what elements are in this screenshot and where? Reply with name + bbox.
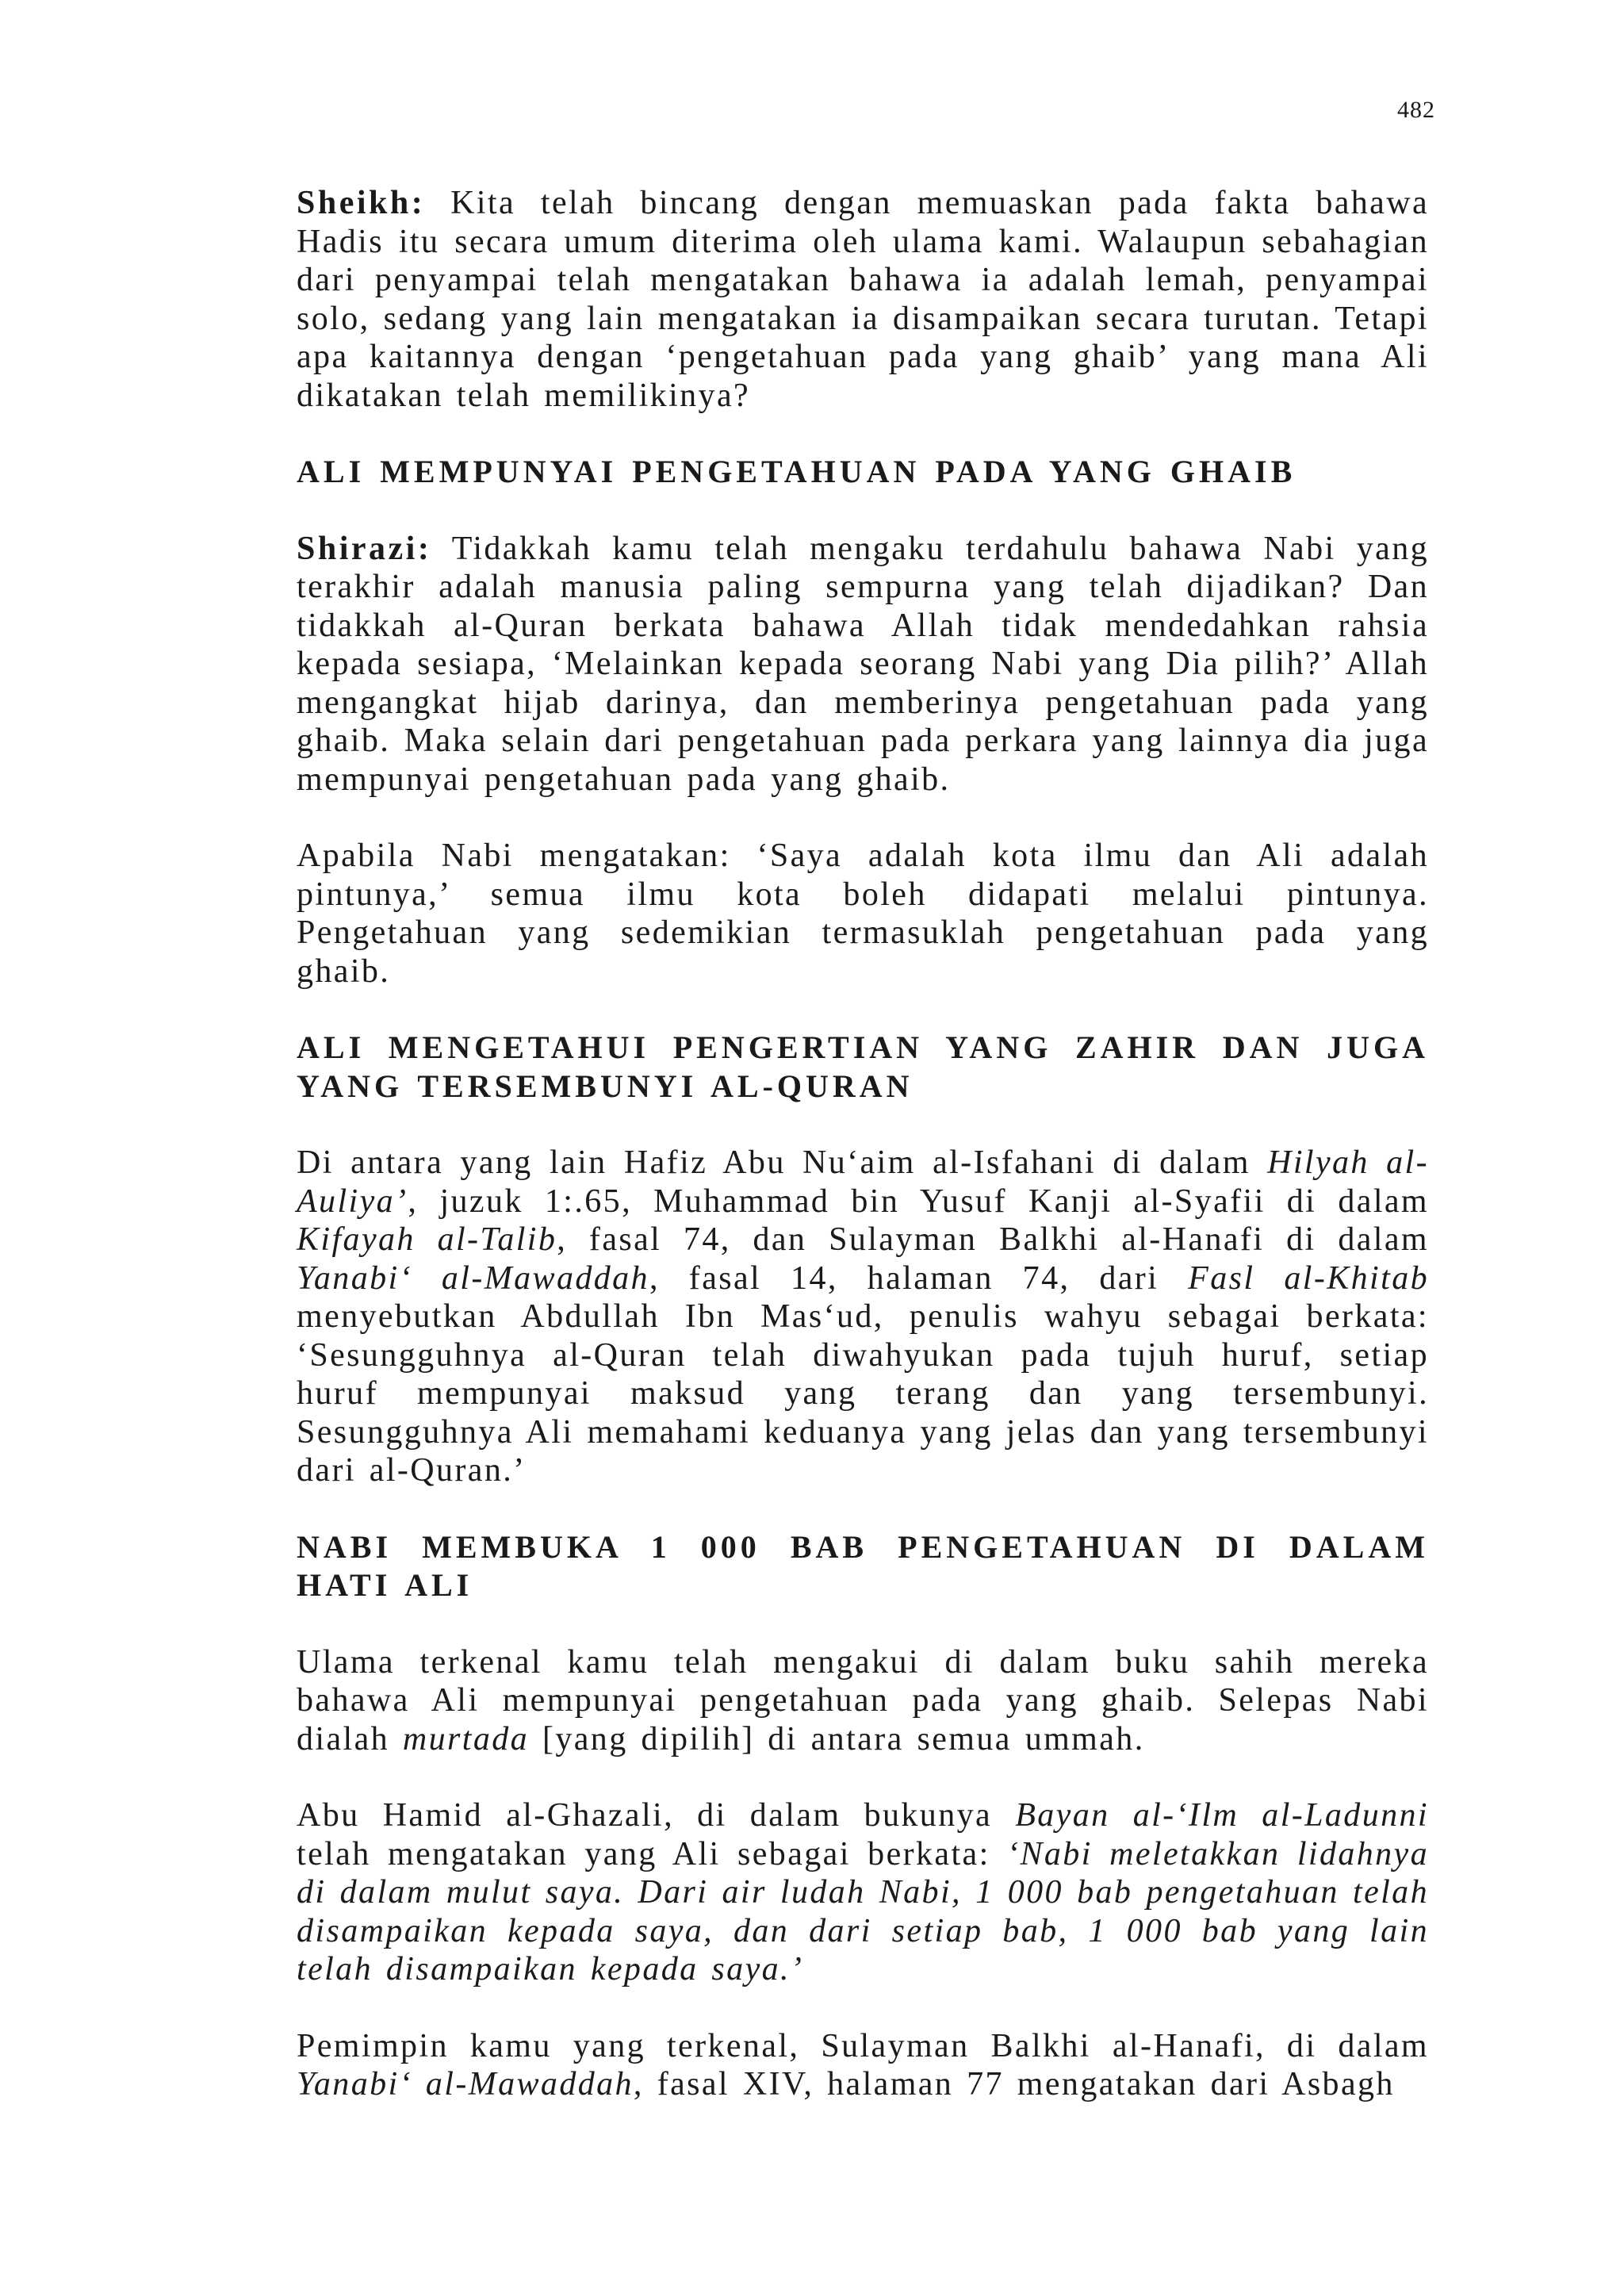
speaker-label: Shirazi: <box>297 530 432 567</box>
book-title: Yanabi‘ al-Mawaddah <box>297 2066 634 2102</box>
book-title: Bayan al-‘Ilm al-Ladunni <box>1015 1797 1429 1834</box>
speaker-label: Sheikh: <box>297 185 426 221</box>
paragraph: Apabila Nabi mengatakan: ‘Saya adalah kota ilmu dan Ali adalah pintunya,’ semua ilmu kota boleh didapati melalui pintunya. Pengetahuan yang sedemikian termasuklah pengetahuan pada yang ghaib. <box>297 838 1429 990</box>
quotation: ‘Nabi meletakkan lidahnya di dalam mulut saya. Dari air ludah Nabi, 1 000 bab pengetahuan telah disampaikan kepada saya, dan dari setiap bab, 1 000 bab yang lain telah disampaikan kepada saya.’ <box>297 1835 1429 1987</box>
paragraph-sheikh <box>297 184 1429 415</box>
paragraph: Ulama terkenal kamu telah mengakui di dalam buku sahih mereka bahawa Ali mempunyai pengetahuan pada yang ghaib. Selepas Nabi dialah murtada [yang dipilih] di antara semua ummah. <box>297 1643 1429 1757</box>
book-title: Kifayah al-Talib <box>297 1221 557 1258</box>
paragraph: Abu Hamid al-Ghazali, di dalam bukunya Bayan al-‘Ilm al-Ladunni telah mengatakan yang Ali sebagai berkata: ‘Nabi meletakkan lidahnya di dalam mulut saya. Dari air ludah Nabi, 1 000 bab pengetahuan telah disampaikan kepada saya, dan dari setiap bab, 1 000 bab yang lain telah disampaikan kepada saya.’ <box>297 1797 1429 1987</box>
paragraph: Pemimpin kamu yang terkenal, Sulayman Balkhi al-Hanafi, di dalam Yanabi‘ al-Mawaddah, fasal XIV, halaman 77 mengatakan dari Asbagh <box>297 2027 1429 2102</box>
section-heading: ALI MEMPUNYAI PENGETAHUAN PADA YANG GHAIB <box>297 454 1297 489</box>
book-title: Fasl al-Khitab <box>1188 1259 1429 1297</box>
section-heading: NABI MEMBUKA 1 000 BAB PENGETAHUAN DI DALAM HATI ALI <box>297 1528 1429 1603</box>
paragraph-text: Tidakkah kamu telah mengaku terdahulu bahawa Nabi yang terakhir adalah manusia paling sempurna yang telah dijadikan? Dan tidakkah al-Quran berkata bahawa Allah tidak mendedahkan rahsia kepada sesiapa, ‘Melainkan kepada seorang Nabi yang Dia pilih?’ Allah mengangkat hijab darinya, dan memberinya pengetahuan pada yang ghaib. Maka selain dari pengetahuan pada perkara yang lainnya dia juga mempunyai pengetahuan pada yang ghaib. <box>297 530 1429 798</box>
paragraph: Di antara yang lain Hafiz Abu Nu‘aim al-Isfahani di dalam Hilyah al-Auliya’, juzuk 1:.65, Muhammad bin Yusuf Kanji al-Syafii di dalam Kifayah al-Talib, fasal 74, dan Sulayman Balkhi al-Hanafi di dalam Yanabi‘ al-Mawaddah, fasal 14, halaman 74, dari Fasl al-Khitab menyebutkan Abdullah Ibn Mas‘ud, penulis wahyu sebagai berkata: ‘Sesungguhnya al-Quran telah diwahyukan pada tujuh huruf, setiap huruf mempunyai maksud yang terang dan yang tersembunyi. Sesungguhnya Ali memahami keduanya yang jelas dan yang tersembunyi dari al-Quran.’ <box>297 1144 1430 1489</box>
page-number: 482 <box>1397 97 1435 123</box>
paragraph-text: Kita telah bincang dengan memuaskan pada fakta bahawa Hadis itu secara umum diterima oleh ulama kami. Walaupun sebahagian dari penyampai telah mengatakan bahawa ia adalah lemah, penyampai solo, sedang yang lain mengatakan ia disampaikan secara turutan. Tetapi apa kaitannya dengan ‘pengetahuan pada yang ghaib’ yang mana Ali dikatakan telah memilikinya? <box>297 185 1429 414</box>
section-heading: ALI MENGETAHUI PENGERTIAN YANG ZAHIR DAN JUGA YANG TERSEMBUNYI AL-QURAN <box>297 1029 1429 1104</box>
page-body <box>297 184 1429 2142</box>
paragraph-shirazi <box>297 530 1429 799</box>
book-title: Hilyah al-Auliya’ <box>297 1144 1430 1220</box>
italic-term: murtada <box>402 1720 530 1757</box>
book-title: Yanabi‘ al-Mawaddah <box>297 1259 649 1297</box>
